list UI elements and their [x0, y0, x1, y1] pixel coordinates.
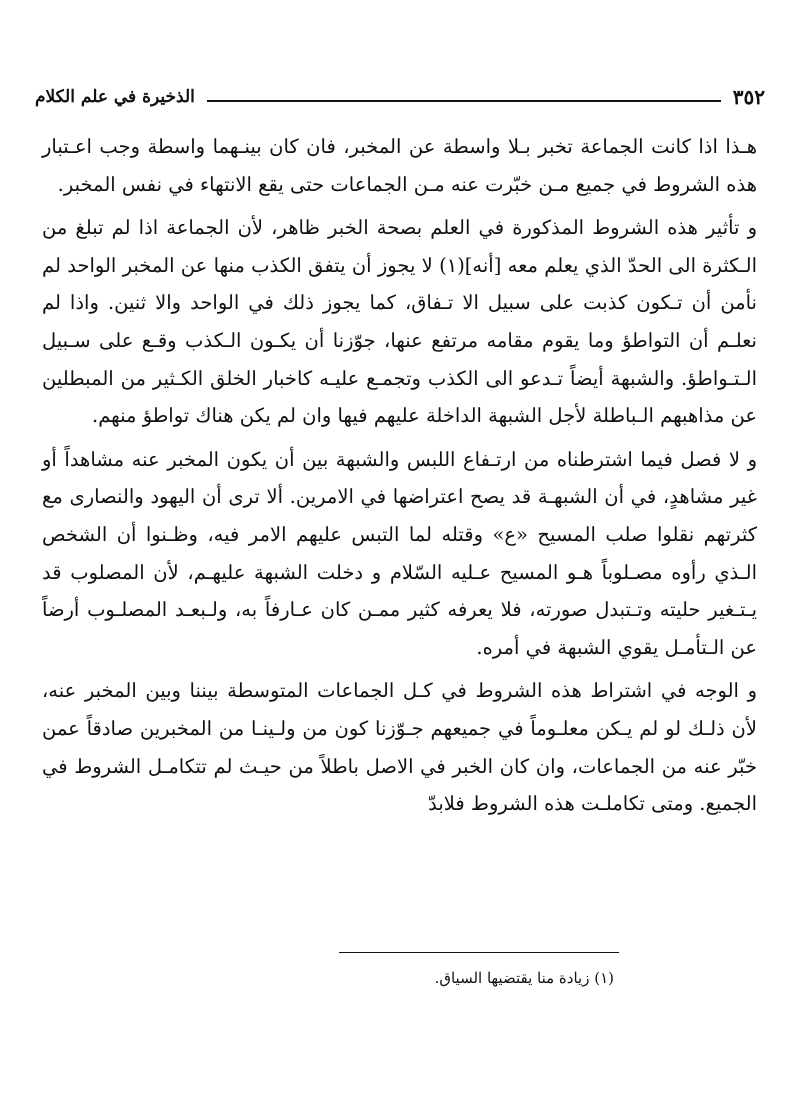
- running-title: الذخيرة في علم الكلام: [35, 87, 195, 107]
- body-text: [42, 128, 757, 829]
- paragraph-4: و الوجه في اشتراط هذه الشروط في كـل الجماعات المتوسطة بيننا وبين المخبر عنه، لأن ذلـك لو لم يـكن معلـوماً في جميعهم جـوّزنا كون من ولـينـا من المخبرين صادقاً عمن خبّر عنه من الجماعات، وان كان الخبر في الاصل باطلاً من حيـث لم تتكامـل الشروط في الجميع. ومتى تكاملـت هذه الشروط فلابدّ: [42, 679, 757, 816]
- page-number: ٣٥٢: [732, 85, 765, 109]
- page-header: [35, 82, 765, 112]
- header-rule: [207, 100, 721, 102]
- paragraph-1: هـذا اذا كانت الجماعة تخبر بـلا واسطة عن المخبر، فان كان بينـهما واسطة وجب اعـتبار هذه الشروط في جميع مـن خبّرت عنه مـن الجماعات حتى يقع الانتهاء في نفس المخبر.: [42, 135, 757, 196]
- footnote-rule: [339, 952, 619, 953]
- paragraph-2: و تأثير هذه الشروط المذكورة في العلم بصحة الخبر ظاهر، لأن الجماعة اذا لم تبلغ من الـكثرة الى الحدّ الذي يعلم معه [أنه](١) لا يجوز أن يتفق الكذب منها عن المخبر الواحد لم نأمن أن تـكون كذبت على سبيل الا تـفاق، كما يجوز ذلك في الواحد والا ثنين. واذا لم نعلـم أن التواطؤ وما يقوم مقامه مرتفع عنها، جوّزنا أن يكـون الـكذب وقـع على سـبيل الـتـواطؤ. والشبهة أيضاً تـدعو الى الكذب وتجمـع عليـه كاخبار الخلق الكـثير من المبطلين عن مذاهبهم الـباطلة لأجل الشبهة الداخلة عليهم فيها وان لم يكن هناك تواطؤ منهم.: [42, 216, 758, 428]
- paragraph-3: و لا فصل فيما اشترطناه من ارتـفاع اللبس والشبهة بين أن يكون المخبر عنه مشاهداً أو غير مشاهدٍ، في أن الشبهـة قد يصح اعتراضها في الامرين. ألا ترى أن اليهود والنصارى مع كثرتهم نقلوا صلب المسيح «ع» وقتله لما التبس عليهم الامر فيه، وظـنوا أن الشخص الـذي رأوه مصـلوباً هـو المسيح عـليه السّلام و دخلت الشبهة عليهـم، لأن المصلوب قد يـتـغير حليته وتـتبدل صورته، فلا يعرفه كثير ممـن كان عـارفاً به، ولـبعـد المصلـوب أرضاً عن الـتأمـل يقوي الشبهة في أمره.: [42, 447, 757, 659]
- footnote: (١) زيادة منا يقتضيها السياق.: [434, 969, 614, 987]
